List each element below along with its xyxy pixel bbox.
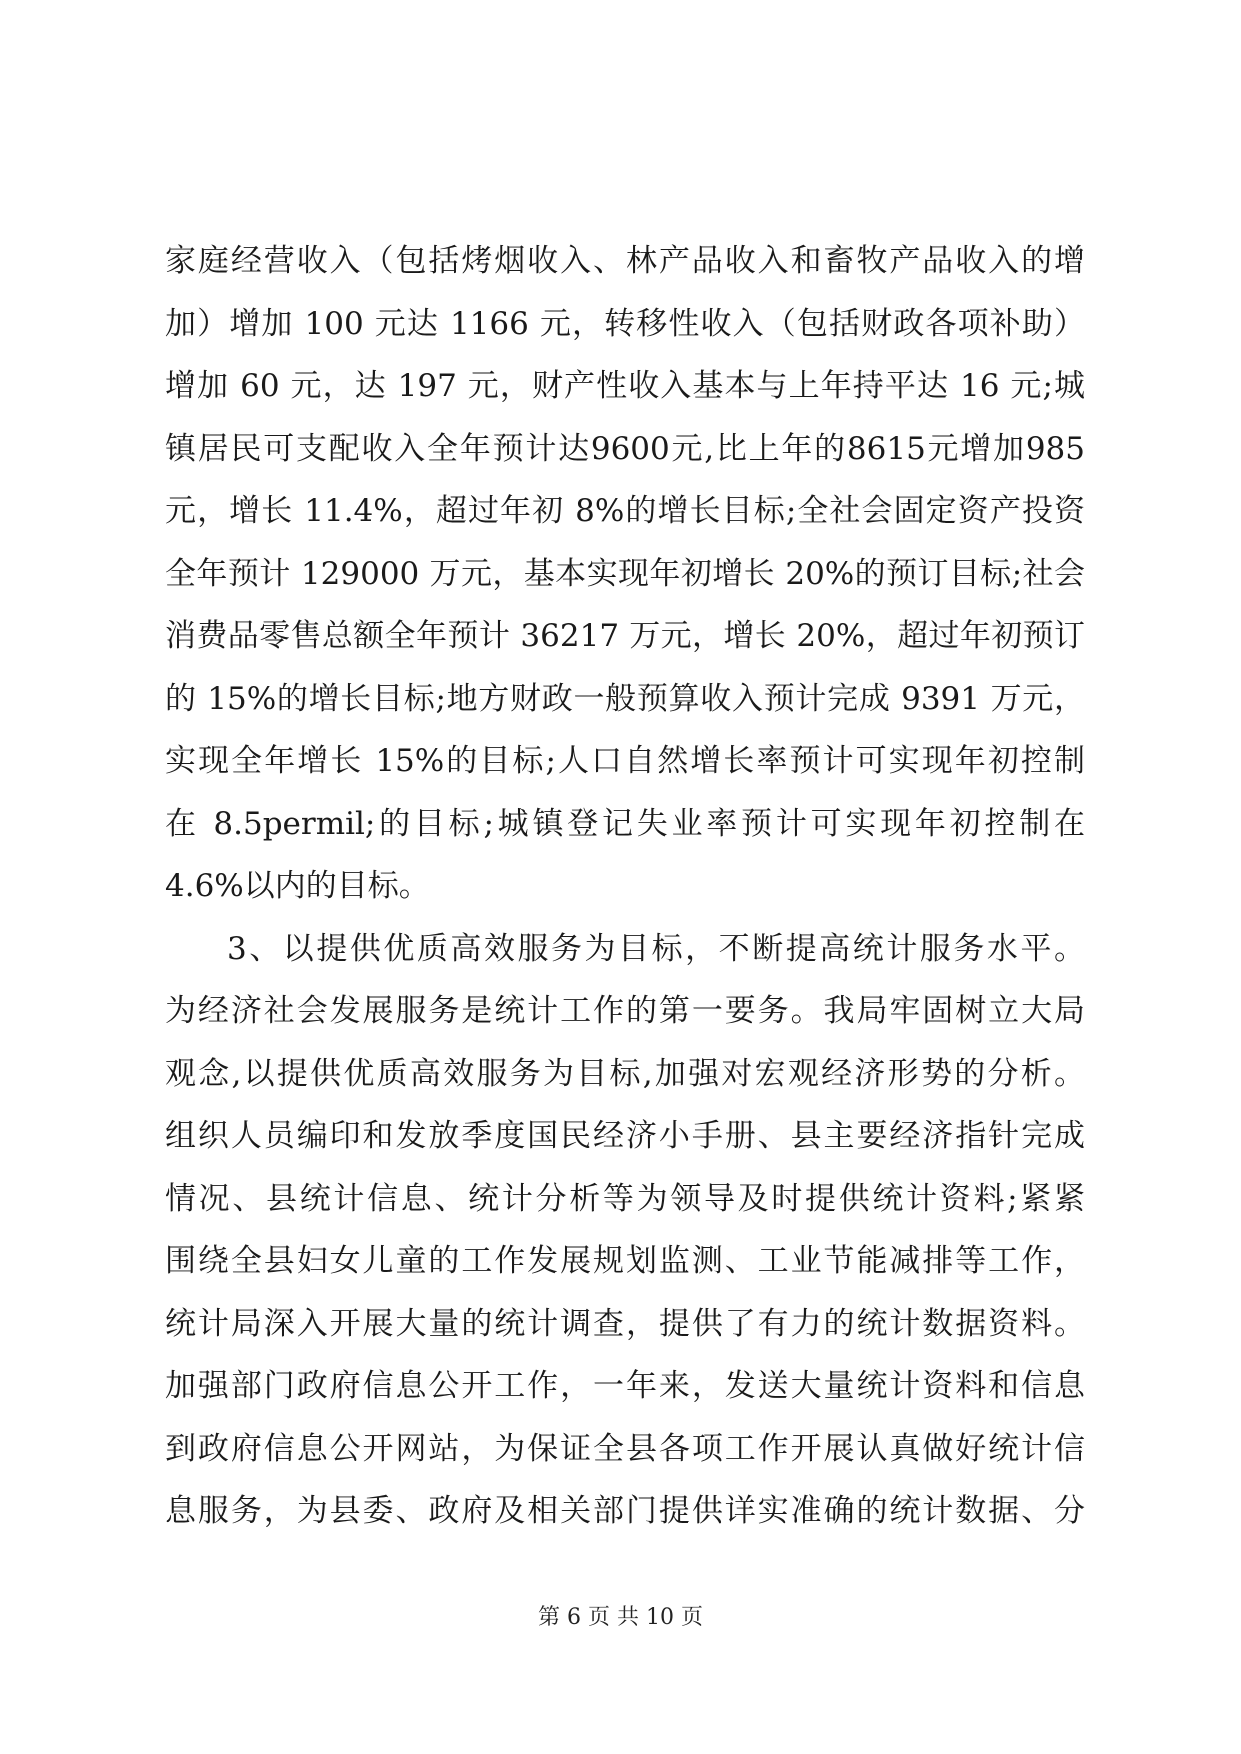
text-line: 加）增加 100 元达 1166 元，转移性收入（包括财政各项补助） bbox=[165, 305, 1085, 342]
text-line: 息服务，为县委、政府及相关部门提供详实准确的统计数据、分 bbox=[165, 1493, 1085, 1529]
text-line: 统计局深入开展大量的统计调查，提供了有力的统计数据资料。 bbox=[165, 1305, 1085, 1342]
text-line: 家庭经营收入（包括烤烟收入、林产品收入和畜牧产品收入的增 bbox=[165, 243, 1085, 279]
text-line: 全年预计 129000 万元，基本实现年初增长 20%的预订目标;社会 bbox=[165, 555, 1085, 592]
text-line: 围绕全县妇女儿童的工作发展规划监测、工业节能减排等工作， bbox=[165, 1243, 1085, 1279]
text-line: 实现全年增长 15%的目标;人口自然增长率预计可实现年初控制 bbox=[165, 743, 1085, 779]
page-number-footer: 第 6 页 共 10 页 bbox=[538, 1605, 703, 1630]
text-line: 到政府信息公开网站，为保证全县各项工作开展认真做好统计信 bbox=[165, 1430, 1085, 1467]
text-line: 增加 60 元，达 197 元，财产性收入基本与上年持平达 16 元;城 bbox=[165, 368, 1085, 404]
text-line: 元，增长 11.4%，超过年初 8%的增长目标;全社会固定资产投资 bbox=[165, 493, 1085, 529]
paragraph-statistics-results bbox=[165, 230, 1085, 918]
section-heading-line: 3、以提供优质高效服务为目标，不断提高统计服务水平。 bbox=[227, 930, 1085, 967]
text-line: 在 8.5permil;的目标;城镇登记失业率预计可实现年初控制在 bbox=[165, 805, 1085, 842]
text-line: 4.6%以内的目标。 bbox=[165, 868, 430, 904]
text-line: 镇居民可支配收入全年预计达9600元,比上年的8615元增加985 bbox=[165, 430, 1085, 467]
text-line: 加强部门政府信息公开工作，一年来，发送大量统计资料和信息 bbox=[165, 1368, 1085, 1404]
paragraph-statistics-service bbox=[165, 918, 1085, 1543]
text-line: 为经济社会发展服务是统计工作的第一要务。我局牢固树立大局 bbox=[165, 993, 1085, 1029]
text-line: 情况、县统计信息、统计分析等为领导及时提供统计资料;紧紧 bbox=[165, 1180, 1085, 1217]
text-line: 观念,以提供优质高效服务为目标,加强对宏观经济形势的分析。 bbox=[165, 1055, 1085, 1092]
text-line: 消费品零售总额全年预计 36217 万元，增长 20%，超过年初预订 bbox=[165, 618, 1085, 654]
text-line: 组织人员编印和发放季度国民经济小手册、县主要经济指针完成 bbox=[165, 1118, 1085, 1154]
text-line: 的 15%的增长目标;地方财政一般预算收入预计完成 9391 万元， bbox=[165, 680, 1085, 717]
body-text bbox=[165, 230, 1085, 1543]
